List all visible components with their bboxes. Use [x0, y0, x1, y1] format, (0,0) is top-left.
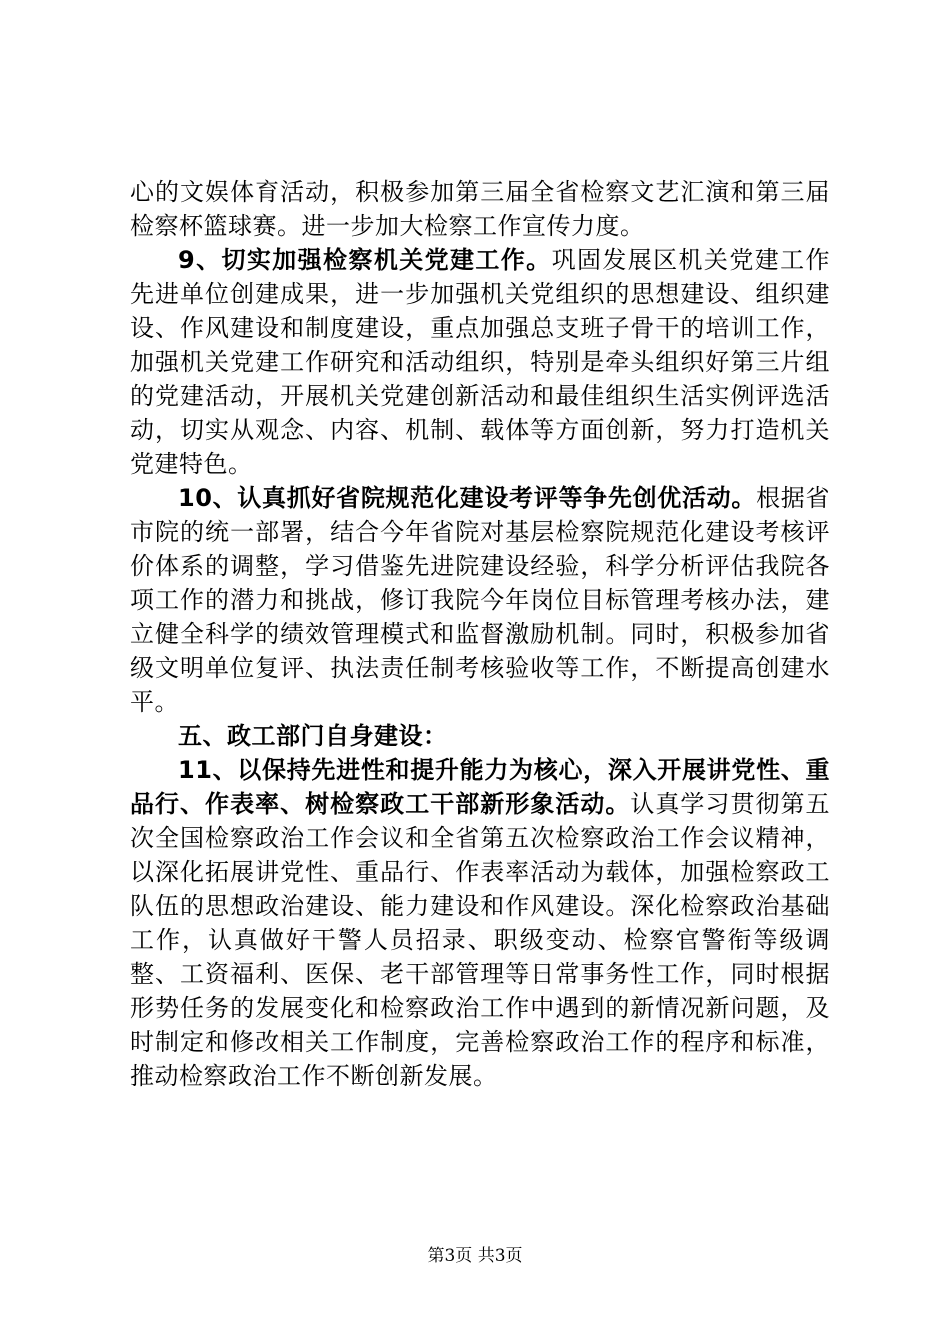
paragraph-item-9 — [130, 243, 830, 481]
paragraph-text: 心的文娱体育活动，积极参加第三届全省检察文艺汇演和第三届检察杯篮球赛。进一步加大检察工作宣传力度。 — [130, 178, 830, 240]
paragraph-heading: 10、认真抓好省院规范化建设考评等争先创优活动。 — [178, 484, 757, 512]
paragraph-text: 巩固发展区机关党建工作先进单位创建成果，进一步加强机关党组织的思想建设、组织建设、作风建设和制度建设，重点加强总支班子骨干的培训工作，加强机关党建工作研究和活动组织，特别是牵头组织好第三片组的党建活动，开展机关党建创新活动和最佳组织生活实例评选活动，切实从观念、内容、机制、载体等方面创新，努力打造机关党建特色。 — [130, 246, 830, 478]
page-footer: 第3页 共3页 — [427, 1246, 523, 1266]
paragraph-continuation — [130, 175, 830, 243]
paragraph-text: 根据省市院的统一部署，结合今年省院对基层检察院规范化建设考核评价体系的调整，学习借鉴先进院建设经验，科学分析评估我院各项工作的潜力和挑战，修订我院今年岗位目标管理考核办法，建立健全科学的绩效管理模式和监督激励机制。同时，积极参加省级文明单位复评、执法责任制考核验收等工作，不断提高创建水平。 — [130, 484, 831, 716]
section-heading-text: 五、政工部门自身建设： — [178, 722, 448, 750]
paragraph-text: 认真学习贯彻第五次全国检察政治工作会议和全省第五次检察政治工作会议精神，以深化拓展讲党性、重品行、作表率活动为载体，加强检察政工队伍的思想政治建设、能力建设和作风建设。深化检察政治基础工作，认真做好干警人员招录、职级变动、检察官警衔等级调整、工资福利、医保、老干部管理等日常事务性工作，同时根据形势任务的发展变化和检察政治工作中遇到的新情况新问题，及时制定和修改相关工作制度，完善检察政治工作的程序和标准，推动检察政治工作不断创新发展。 — [130, 790, 831, 1090]
section-heading-5 — [130, 719, 830, 753]
paragraph-item-10 — [130, 481, 830, 719]
paragraph-heading: 11、以保持先进性和提升能力为核心，深入开展讲党性、重品行、作表率、树检察政工干部新形象活动。 — [130, 756, 830, 818]
paragraph-heading: 9、切实加强检察机关党建工作。 — [178, 246, 552, 274]
document-body — [130, 175, 830, 1093]
paragraph-item-11 — [130, 753, 830, 1093]
